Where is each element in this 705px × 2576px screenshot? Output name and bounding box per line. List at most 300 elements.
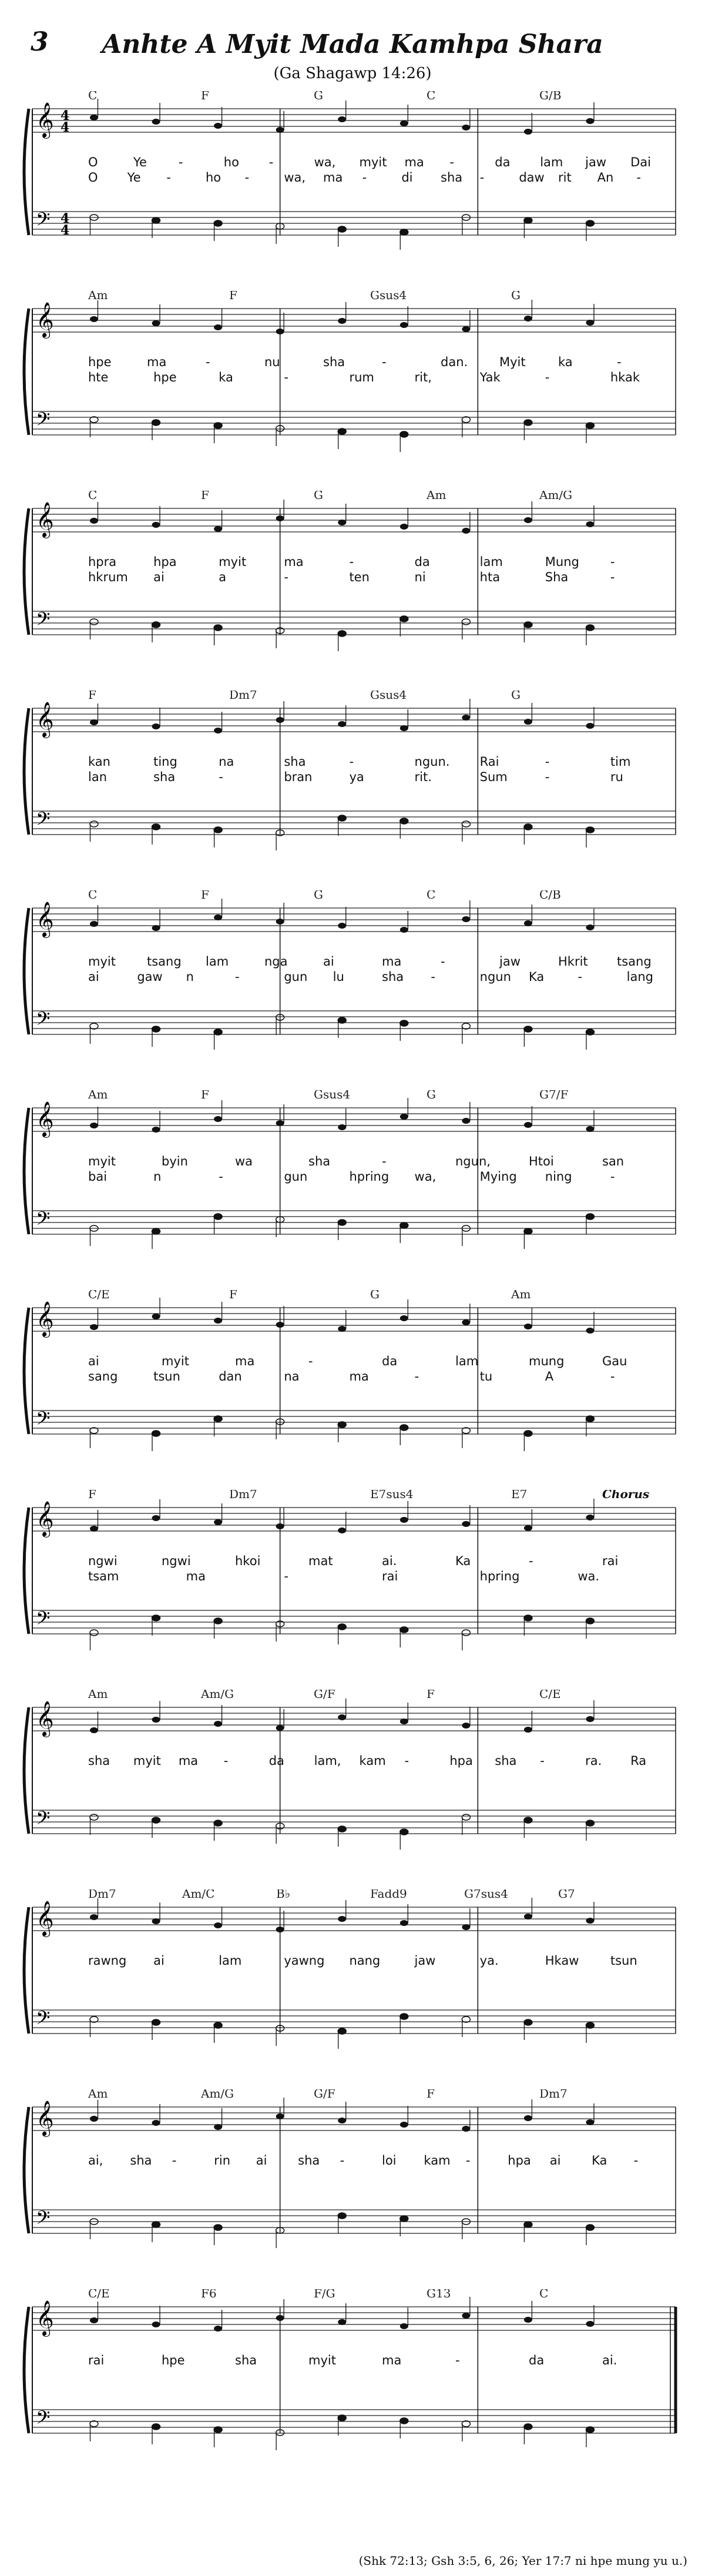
lyric-verse-2: Sum [479,770,508,784]
lyric-verse-1: da [414,555,430,569]
note-head [400,431,408,437]
treble-clef-icon: 𝄞 [36,1301,54,1336]
chord-symbol: Gsus4 [370,691,407,702]
chord-symbol: G [511,691,521,702]
bass-staff [32,1011,676,1034]
lyric-verse-1: lam, [314,1754,341,1768]
lyric-verse-2: hkak [610,370,640,384]
bass-clef-icon: 𝄢 [36,408,51,434]
treble-staff [32,1508,676,1531]
lyric-verse-1: rin [214,2153,231,2168]
note-head [276,2315,284,2321]
note-head [400,1517,408,1523]
note-head [524,420,532,426]
lyric-verse-2: O [88,170,98,185]
note-head [214,1820,222,1826]
chord-symbol: Am [511,1290,531,1301]
treble-staff [32,2107,676,2131]
note-head [586,2321,594,2327]
lyric-verse-2: - [578,970,582,984]
bass-staff [32,611,676,635]
lyric-verse-1: - [382,355,387,369]
treble-staff [32,309,676,332]
note-head [276,1120,284,1126]
lyric-verse-1: - [206,355,210,369]
treble-staff [32,109,676,132]
note-head [338,2028,346,2034]
note-head [214,526,222,532]
note-head [152,1918,160,1924]
chord-symbol: Dm7 [88,1890,116,1901]
lyric-verse-2: wa, [284,170,306,185]
note-head [524,517,532,523]
lyric-verse-2: - [610,1369,615,1384]
lyric-verse-2: ten [349,570,370,584]
bass-staff [32,811,676,835]
note-head [152,2222,160,2227]
treble-staff [32,1308,676,1331]
music-system [0,91,705,285]
note-head [90,518,98,524]
system-brace [24,2307,29,2433]
note-head [462,821,470,827]
note-head [524,217,532,223]
lyric-verse-1: lam [540,155,563,169]
lyric-verse-1: Myit [499,355,526,369]
score-system [0,1890,705,2083]
note-head [152,723,160,729]
lyric-verse-2: - [545,770,550,784]
note-head [276,515,284,521]
note-head [152,2019,160,2025]
lyric-verse-2: sha [441,170,463,185]
lyric-verse-2: ngun [479,970,511,984]
lyric-verse-2: rit, [414,370,432,384]
chord-symbol: C [427,890,436,902]
lyric-verse-1: - [178,155,183,169]
note-head [586,1918,594,1924]
system-brace [24,1308,29,1434]
chord-symbol: Am/G [539,491,573,502]
lyric-verse-1: da [529,2353,545,2367]
note-head [338,1220,346,1225]
note-head [400,1425,408,1431]
lyric-verse-1: - [223,1754,229,1768]
note-head [338,1916,346,1922]
lyric-verse-2: - [362,170,367,185]
note-head [586,2427,594,2433]
note-head [214,1318,222,1324]
lyric-verse-1: hkoi [235,1554,261,1568]
lyric-verse-2: ma [323,170,343,185]
lyric-verse-1: - [268,155,274,169]
note-head [152,1615,160,1621]
lyric-verse-1: jaw [585,155,607,169]
music-system [0,1890,705,2083]
lyric-verse-1: - [610,555,615,569]
note-head [586,1618,594,1624]
hymn-title: Anhte A Myit Mada Kamhpa Shara [102,29,603,59]
note-head [524,316,532,321]
bass-clef-icon: 𝄢 [36,1807,51,1833]
lyric-verse-1: - [349,755,354,769]
chord-symbol: G7/F [539,1090,569,1101]
note-head [338,2213,346,2219]
lyric-verse-1: jaw [414,1954,436,1968]
time-signature-bottom: 4 [61,120,70,135]
lyric-verse-2: - [610,1170,615,1184]
note-head [524,1727,532,1733]
note-head [214,423,222,428]
lyric-verse-2: rit. [414,770,432,784]
note-head [338,1326,346,1332]
note-head [462,1319,470,1325]
note-head [462,326,470,332]
chord-symbol: B♭ [276,1890,291,1901]
note-head [338,2319,346,2325]
note-head [586,2119,594,2125]
note-head [152,1817,160,1823]
score-system [0,1490,705,1684]
note-head [214,1416,222,1422]
bass-staff [32,1411,676,1434]
lyric-verse-1: myit [308,2353,336,2367]
treble-clef-icon: 𝄞 [36,102,54,138]
note-head [338,226,346,232]
note-head [400,120,408,126]
note-head [276,1725,284,1731]
music-system [0,2289,705,2483]
treble-clef-icon: 𝄞 [36,702,54,737]
note-head [214,827,222,833]
treble-clef-icon: 𝄞 [36,902,54,937]
lyric-verse-2: rai [382,1569,398,1583]
system-brace [24,309,29,435]
lyric-verse-2: - [284,570,288,584]
lyric-verse-2: ai [88,970,99,984]
chord-symbol: F/G [314,2289,335,2300]
note-head [400,229,408,235]
chord-symbol: Am [88,1090,108,1101]
lyric-verse-1: sha [298,2153,320,2168]
note-head [524,1525,532,1531]
lyric-verse-2: tu [479,1369,493,1384]
lyric-verse-2: wa. [578,1569,600,1583]
lyric-verse-1: ma [178,1754,199,1768]
lyric-verse-1: - [529,1554,533,1568]
music-system [0,691,705,885]
note-head [524,920,532,926]
system-brace [24,109,29,235]
chord-symbol: F [229,291,237,302]
note-head [338,1826,346,1832]
treble-staff [32,1707,676,1731]
chord-symbol: G [511,291,521,302]
footnote-references: (Shk 72:13; Gsh 3:5, 6, 26; Yer 17:7 ni hpe mung yu u.) [358,2554,687,2568]
lyric-verse-1: ting [153,755,177,769]
note-head [586,521,594,527]
chord-symbol: C/E [88,1290,110,1301]
lyric-verse-1: Mung [545,555,579,569]
lyric-verse-1: sha [308,1154,331,1168]
lyric-verse-2: - [636,170,641,185]
chord-symbol: G/F [314,1690,335,1701]
note-head [214,220,222,226]
lyric-verse-2: Yak [479,370,501,384]
lyric-verse-1: sha [235,2353,257,2367]
lyric-verse-1: myit [133,1754,161,1768]
chord-symbol: Am [88,2089,108,2101]
note-head [338,318,346,324]
note-head [462,2313,470,2319]
note-head [586,2225,594,2230]
lyric-verse-1: Ye [133,155,147,169]
note-head [214,728,222,733]
lyric-verse-1: - [340,2153,345,2168]
lyric-verse-2: dan [219,1369,242,1384]
lyric-verse-1: hpe [162,2353,185,2367]
bass-clef-icon: 𝄢 [36,808,51,834]
note-head [400,524,408,530]
score-system [0,2089,705,2283]
note-head [462,1924,470,1930]
note-head [338,1124,346,1130]
lyric-verse-2: bai [88,1170,108,1184]
lyric-verse-1: tim [610,755,631,769]
note-head [214,2326,222,2332]
note-head [152,217,160,223]
note-head [214,1214,222,1220]
lyric-verse-1: ai [88,1354,99,1368]
note-head [152,1515,160,1521]
chord-symbol: F [427,2089,435,2101]
lyric-verse-1: ai. [602,2353,617,2367]
note-head [462,1118,470,1124]
score-system [0,291,705,485]
note-head [400,2014,408,2019]
note-head [462,2126,470,2132]
note-head [462,619,470,625]
lyric-verse-1: ka [558,355,573,369]
note-head [400,1020,408,1026]
score-system [0,691,705,885]
lyric-verse-1: Ka [592,2153,607,2168]
chord-symbol: G [314,890,323,902]
note-head [152,1314,160,1319]
note-head [214,625,222,631]
bass-clef-icon: 𝄢 [36,1208,51,1234]
lyric-verse-2: Mying [479,1170,517,1184]
note-head [338,1422,346,1428]
chord-symbol: F [201,91,209,102]
system-brace [24,908,29,1034]
note-head [214,2427,222,2433]
note-head [214,915,222,920]
note-head [214,123,222,129]
note-head [152,1228,160,1234]
note-head [214,1519,222,1525]
lyric-verse-1: da [382,1354,398,1368]
lyric-verse-1: san [602,1154,625,1168]
lyric-verse-1: myit [88,954,116,969]
note-head [152,1127,160,1133]
note-head [524,719,532,725]
lyric-verse-1: tsun [610,1954,637,1968]
note-head [586,1515,594,1520]
system-brace [24,1907,29,2034]
note-head [338,721,346,727]
note-head [586,118,594,124]
note-head [214,1721,222,1727]
music-system [0,1290,705,1484]
lyric-verse-1: hpe [88,355,112,369]
chord-symbol: Dm7 [539,2089,568,2101]
score-system [0,1690,705,1884]
treble-staff [32,2307,676,2330]
lyric-verse-1: nu [264,355,280,369]
chord-symbol: F [229,1290,237,1301]
chord-symbol: Dm7 [229,691,257,702]
lyric-verse-1: kam [359,1754,386,1768]
chord-symbol: E7 [511,1490,528,1501]
lyric-verse-2: ai [153,570,164,584]
note-head [586,827,594,833]
lyric-verse-2: hte [88,370,109,384]
note-head [400,1719,408,1724]
lyric-verse-1: kan [88,755,110,769]
note-head [152,119,160,125]
note-head [400,1829,408,1835]
lyric-verse-1: ai [323,954,334,969]
lyric-verse-1: sha [88,1754,110,1768]
note-head [586,1716,594,1722]
note-head [400,2216,408,2222]
chord-symbol: G/B [539,91,562,102]
lyric-verse-1: ngun, [455,1154,491,1168]
note-head [276,919,284,924]
note-head [524,2424,532,2430]
note-head [276,2113,284,2119]
note-head [524,1324,532,1329]
chord-symbol: C/B [539,890,561,902]
note-head [90,1630,98,1636]
note-head [338,815,346,821]
lyric-verse-2: sha [382,970,404,984]
time-signature-top: 4 [61,108,70,123]
lyric-verse-1: wa, [314,155,336,169]
note-head [90,115,98,120]
lyric-verse-2: ya [349,770,364,784]
lyric-verse-1: tsang [617,954,652,969]
note-head [524,1914,532,1920]
note-head [400,1920,408,1926]
lyric-verse-2: - [610,570,615,584]
note-head [586,924,594,930]
lyric-verse-2: hta [479,570,501,584]
chord-symbol: G13 [427,2289,451,2300]
lyric-verse-1: O [88,155,98,169]
chord-symbol: F [201,890,209,902]
bass-clef-icon: 𝄢 [36,1408,51,1433]
lyric-verse-1: ai [549,2153,561,2168]
lyric-verse-1: ngun. [414,755,450,769]
note-head [462,1814,470,1820]
lyric-verse-1: ra. [585,1754,602,1768]
lyric-verse-1: ngwi [88,1554,118,1568]
treble-staff [32,1907,676,1931]
lyric-verse-2: daw [519,170,545,185]
note-head [524,2222,532,2227]
note-head [524,1122,532,1128]
lyric-verse-2: tsun [153,1369,180,1384]
treble-staff [32,708,676,732]
chord-symbol: C [88,491,98,502]
lyric-verse-1: Gau [602,1354,627,1368]
treble-clef-icon: 𝄞 [36,302,54,337]
chord-symbol: F [427,1690,435,1701]
lyric-verse-2: bran [284,770,313,784]
note-head [400,616,408,622]
lyric-verse-1: Ra [630,1754,647,1768]
lyric-verse-2: Sha [545,570,569,584]
lyric-verse-1: byin [162,1154,188,1168]
lyric-verse-2: - [545,370,550,384]
lyric-verse-1: ma [147,355,167,369]
lyric-verse-1: Rai [479,755,499,769]
note-head [524,129,532,135]
note-head [586,1416,594,1422]
chord-symbol: C [539,2289,549,2300]
lyric-verse-1: Hkrit [558,954,588,969]
note-head [524,1615,532,1621]
chord-symbol: G [427,1090,436,1101]
bass-staff [32,2410,676,2433]
lyric-verse-1: Dai [630,155,651,169]
note-head [524,2115,532,2121]
note-head [90,1324,98,1330]
note-head [462,715,470,721]
chord-symbol: F [88,1490,96,1501]
note-head [338,2118,346,2123]
bass-staff [32,1810,676,1834]
chord-symbol: Am/G [201,2089,234,2101]
note-head [524,1431,532,1436]
note-head [214,2022,222,2028]
note-head [90,1814,98,1820]
bass-clef-icon: 𝄢 [36,1008,51,1034]
lyric-verse-2: lu [333,970,344,984]
note-head [400,2418,408,2424]
note-head [338,1017,346,1023]
lyric-verse-1: hpra [88,555,117,569]
chord-symbol: Am [88,291,108,302]
chord-symbol: G [314,491,323,502]
note-head [152,2322,160,2327]
lyric-verse-2: - [431,970,435,984]
chord-symbol: Gsus4 [314,1090,351,1101]
note-head [90,1526,98,1532]
note-head [152,420,160,426]
note-head [524,2317,532,2323]
lyric-verse-2: hpe [153,370,177,384]
note-head [152,925,160,931]
lyric-verse-1: - [449,155,454,169]
lyric-verse-2: An [597,170,614,185]
note-head [400,725,408,731]
lyric-verse-1: hpa [449,1754,473,1768]
lyric-verse-1: loi [382,2153,397,2168]
system-brace [24,2107,29,2233]
